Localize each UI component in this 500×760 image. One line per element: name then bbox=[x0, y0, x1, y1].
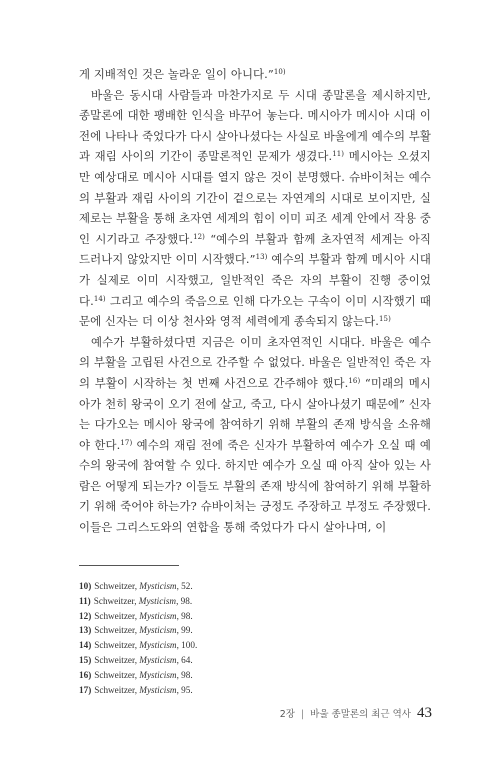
footnotes bbox=[79, 579, 431, 697]
footnote-number: 12) bbox=[79, 610, 92, 621]
paragraph-text: 예수의 재림 전에 죽은 신자가 부활하여 예수가 오실 때 예수의 왕국에 참여할 수 있다. 하지만 예수가 오실 때 아직 살아 있는 사람은 어떻게 되는가? 이들도 부활의 존재 방식에 참여하기 위해 부활하기 위해 죽어야 하는가? 슈바이처는 긍정도 주장하고 부정도 주장했다. 이들은 그리스도와의 연합을 통해 죽었다가 다시 살아나며, 이 bbox=[79, 437, 431, 535]
paragraph-text: 게 지배적인 것은 놀라운 일이 아니다.” bbox=[79, 67, 274, 81]
paragraph-text: 바울은 동시대 사람들과 마찬가지로 두 시대 종말론을 제시하지만, 종말론에 대한 팽배한 인식을 바꾸어 놓는다. 메시아가 메시아 시대 이전에 나타나 죽었다가 다시 살아나셨다는 사실로 바울에게 예수의 부활과 재림 사이의 기간이 종말론적인 문제가 생겼다. bbox=[79, 87, 431, 164]
footnote-entry bbox=[79, 668, 431, 683]
paragraph bbox=[79, 85, 431, 332]
chapter-title: 바울 종말론의 최근 역사 bbox=[310, 709, 411, 720]
footnote-author: Schweitzer, bbox=[94, 640, 137, 651]
footnote-author: Schweitzer, bbox=[94, 669, 137, 680]
paragraph-text: “미래의 메시아가 천히 왕국이 오기 전에 살고, 죽고, 다시 살아나셨기 때문에” 신자는 다가오는 메시아 왕국에 참여하기 위해 부활의 존재 방식을 소유해야 한다. bbox=[79, 375, 432, 452]
footnote-ref: 15) bbox=[378, 315, 391, 324]
footnote-entry bbox=[79, 609, 431, 624]
footnote-ref: 17) bbox=[120, 438, 133, 447]
chapter-label: 2장 bbox=[279, 709, 295, 720]
footnote-entry bbox=[79, 683, 431, 698]
footnote-title: Mysticism bbox=[139, 581, 177, 591]
footnote-title: Mysticism bbox=[139, 640, 177, 651]
footnote-entry bbox=[79, 579, 431, 594]
paragraph-text: 그리고 예수의 죽음으로 인해 다가오는 구속이 이미 시작했기 때문에 신자는 더 이상 천사와 영적 세력에게 종속되지 않는다. bbox=[79, 293, 431, 329]
footnote-title: Mysticism bbox=[139, 610, 177, 621]
footnote-number: 16) bbox=[79, 669, 92, 680]
paragraph bbox=[79, 64, 431, 85]
footnote-title: Mysticism bbox=[139, 669, 177, 680]
footnote-ref: 10) bbox=[273, 68, 286, 76]
footnote-number: 11) bbox=[79, 595, 91, 606]
footnote-page: , 95. bbox=[176, 684, 193, 695]
footnote-author: Schweitzer, bbox=[94, 625, 137, 636]
footnote-ref: 12) bbox=[193, 232, 206, 241]
footnote-author: Schweitzer, bbox=[93, 595, 137, 606]
footnote-ref: 16) bbox=[348, 376, 361, 385]
footnote-page: , 98. bbox=[176, 669, 193, 680]
footnote-number: 13) bbox=[79, 625, 92, 636]
footnote-ref: 14) bbox=[93, 294, 106, 303]
footnote-author: Schweitzer, bbox=[94, 654, 137, 665]
footnote-entry bbox=[79, 594, 431, 609]
footnote-title: Mysticism bbox=[139, 654, 177, 665]
paragraph-text: 예수의 부활과 함께 메시아 시대가 실제로 이미 시작했고, 일반적인 죽은 자의 부활이 진행 중이었다. bbox=[79, 252, 431, 308]
footnote-page: , 100. bbox=[176, 640, 198, 651]
page-number: 43 bbox=[417, 705, 432, 721]
footnote-author: Schweitzer, bbox=[94, 581, 137, 591]
footnote-page: , 52. bbox=[176, 581, 193, 591]
footnote-entry bbox=[79, 653, 431, 668]
footnote-author: Schweitzer, bbox=[94, 610, 137, 621]
footnote-title: Mysticism bbox=[139, 684, 177, 695]
running-footer bbox=[280, 705, 432, 722]
footnote-title: Mysticism bbox=[139, 625, 177, 636]
footnote-ref: 11) bbox=[332, 150, 345, 159]
footnote-ref: 13) bbox=[255, 253, 268, 262]
footnote-title: Mysticism bbox=[138, 595, 177, 606]
paragraph-text: “예수의 부활과 함께 초자연적 세계는 아직 드러나지 않았지만 이미 시작했다.” bbox=[79, 231, 431, 267]
footnote-page: , 98. bbox=[176, 610, 193, 621]
paragraph-text: 예수가 부활하셨다면 지금은 이미 초자연적인 시대다. 바울은 예수의 부활을 고립된 사건으로 간주할 수 없었다. 바울은 일반적인 죽은 자의 부활이 시작하는 첫 번째 사건으로 간주해야 했다. bbox=[79, 334, 431, 390]
footnote-number: 10) bbox=[79, 581, 92, 591]
footnote-entry bbox=[79, 638, 431, 653]
footnote-number: 14) bbox=[79, 640, 92, 651]
footnote-rule bbox=[79, 565, 179, 566]
paragraph-text: 메시아는 오셨지만 예상대로 메시아 시대를 열지 않은 것이 분명했다. 슈바이처는 예수의 부활과 재림 사이의 기간이 겉으로는 자연계의 시대로 보이지만, 실제로는 부활을 통해 초자연 세계의 힘이 이미 피조 세계 안에서 작용 중인 시기라고 주장했다. bbox=[79, 149, 431, 246]
footnote-number: 15) bbox=[79, 654, 92, 665]
paragraph bbox=[79, 332, 431, 538]
footer-separator: | bbox=[300, 709, 305, 720]
footnote-page: , 98. bbox=[176, 595, 193, 606]
footnote-author: Schweitzer, bbox=[94, 684, 137, 695]
footnote-number: 17) bbox=[79, 684, 92, 695]
footnote-page: , 64. bbox=[176, 654, 193, 665]
footnote-page: , 99. bbox=[176, 625, 193, 636]
footnote-entry bbox=[79, 623, 431, 638]
body-text bbox=[79, 64, 431, 538]
